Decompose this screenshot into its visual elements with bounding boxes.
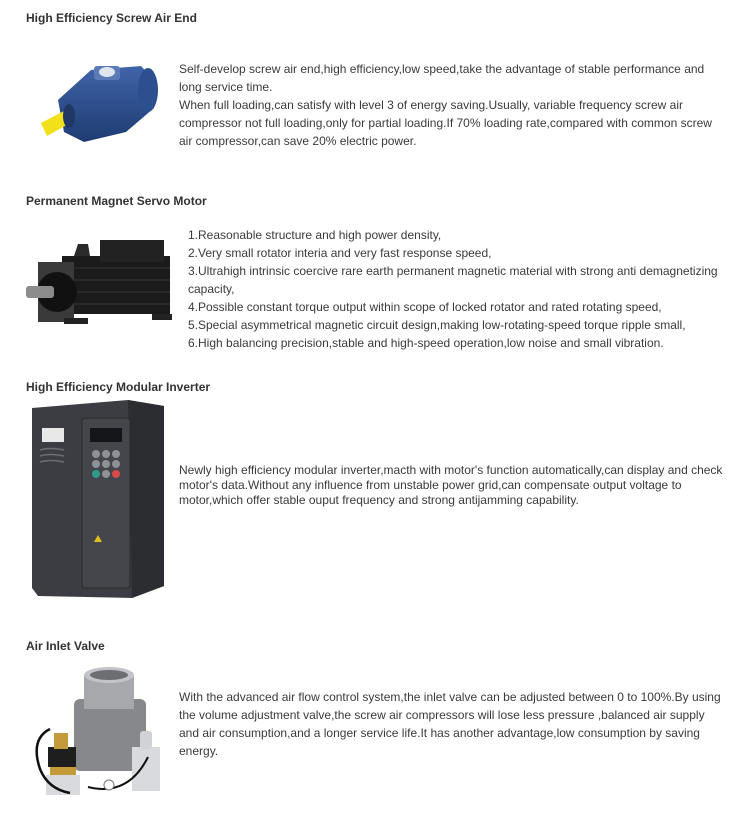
list-item: 4.Possible constant torque output within scope of locked rotator and rated rotating speed, (188, 300, 662, 314)
section-title-modular-inverter: High Efficiency Modular Inverter (26, 380, 211, 394)
list-item: 3.Ultrahigh intrinsic coercive rare earth permanent magnetic material with strong anti demagnetizing capacity, (188, 264, 718, 296)
list-item: 1.Reasonable structure and high power density, (188, 228, 442, 242)
air-inlet-valve-image (28, 667, 164, 803)
paragraph: Newly high efficiency modular inverter,macth with motor's function automatically,can display and check motor's data.Without any influence from unstable power grid,can compensate output voltage to motor,which offer stable ouput frequency and strong antijamming capability. (179, 463, 723, 507)
section-title-screw-air-end: High Efficiency Screw Air End (26, 11, 197, 25)
section-text-modular-inverter (179, 463, 724, 508)
list-item: 2.Very small rotator interia and very fast response speed, (188, 246, 492, 260)
section-title-air-inlet-valve: Air Inlet Valve (26, 639, 105, 653)
screw-air-end-image (36, 60, 161, 150)
section-text-air-inlet-valve (179, 688, 724, 760)
section-title-servo-motor: Permanent Magnet Servo Motor (26, 194, 207, 208)
list-item: 5.Special asymmetrical magnetic circuit design,making low-rotating-speed torque ripple small, (188, 318, 686, 332)
paragraph: Self-develop screw air end,high efficiency,low speed,take the advantage of stable performance and long service time. (179, 62, 705, 94)
modular-inverter-image (28, 398, 168, 603)
servo-motor-image (24, 232, 176, 332)
section-text-screw-air-end (179, 60, 724, 150)
paragraph: When full loading,can satisfy with level 3 of energy saving.Usually, variable frequency screw air compressor not full loading,only for partial loading.If 70% loading rate,compared with common screw air compressor,can save 20% electric power. (179, 98, 712, 148)
paragraph: With the advanced air flow control system,the inlet valve can be adjusted between 0 to 100%.By using the volume adjustment valve,the screw air compressors will lose less pressure ,balanced air supply and air consumption,and a longer service life.It has another advantage,low consumption by saving energy. (179, 690, 721, 758)
section-text-servo-motor (188, 226, 728, 352)
list-item: 6.High balancing precision,stable and high-speed operation,low noise and small vibration. (188, 336, 664, 350)
